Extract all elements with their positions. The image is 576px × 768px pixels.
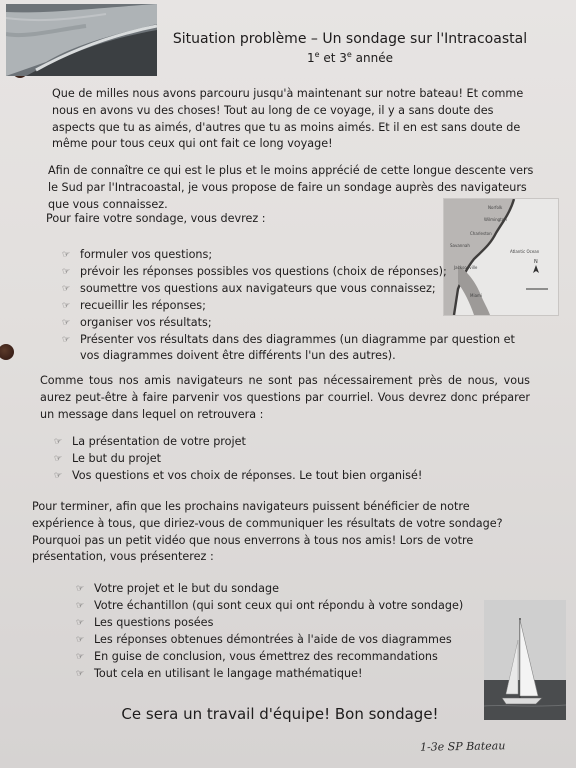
- presentation-items-list: [76, 581, 476, 682]
- list-item: ☞ Votre projet et le but du sondage: [76, 581, 476, 598]
- closing-message: Ce sera un travail d'équipe! Bon sondage!: [121, 705, 439, 723]
- list-item: ☞ formuler vos questions;: [62, 247, 532, 264]
- sailboat-photo: [484, 600, 566, 720]
- map-north-label: N: [534, 259, 538, 265]
- list-item: ☞ La présentation de votre projet: [54, 434, 524, 451]
- pointing-hand-icon: ☞: [54, 437, 63, 447]
- grade-1-suffix: e: [314, 50, 320, 59]
- email-items-list: [54, 434, 524, 485]
- email-paragraph: Comme tous nos amis navigateurs ne sont pas nécessairement près de nous, vous aurez peut-être à faire parvenir vos questions par courriel. Vous devrez donc préparer un message dans lequel on retrouvera :: [40, 374, 530, 421]
- pointing-hand-icon: ☞: [76, 617, 85, 628]
- pointing-hand-icon: ☞: [62, 283, 71, 294]
- grade-1: 1: [307, 51, 315, 65]
- handwritten-note: 1-3e SP Bateau: [419, 739, 506, 754]
- purpose-paragraph: Afin de connaître ce qui est le plus et le moins apprécié de cette longue descente vers le Sud par l'Intracoastal, je vous propose de faire un sondage auprès des navigateurs que vous connaissez.: [48, 164, 534, 211]
- svg-text:Jacksonville: Jacksonville: [454, 265, 478, 270]
- coastline-photo: [6, 4, 157, 76]
- pointing-hand-icon: ☞: [62, 266, 71, 277]
- list-item: ☞ Les réponses obtenues démontrées à l'aide de vos diagrammes: [76, 632, 476, 649]
- steps-intro: Pour faire votre sondage, vous devrez :: [46, 212, 266, 225]
- svg-text:Savannah: Savannah: [450, 243, 470, 248]
- final-paragraph: Pour terminer, afin que les prochains navigateurs puissent bénéficier de notre expérience à tous, que diriez-vous de communiquer les résultats de votre sondage? Pourquoi pas un petit vidéo que nous enverrons à tous nos amis! Lors de votre présentation, vous présenterez :: [32, 500, 503, 564]
- intro-paragraph: Que de milles nous avons parcouru jusqu'à maintenant sur notre bateau! Et comme nous en avons vu des choses! Tout au long de ce voyage, il y a sans doute des aspects que tu as aimés, d'autres que tu as moins aimés. Et il en est sans doute de même pour tous ceux qui ont fait ce long voyage!: [52, 87, 524, 151]
- pointing-hand-icon: ☞: [54, 453, 63, 464]
- list-item: ☞ En guise de conclusion, vous émettrez des recommandations: [76, 649, 476, 666]
- list-item: ☞ recueillir les réponses;: [62, 298, 532, 315]
- page-title: Situation problème – Un sondage sur l'Intracoastal: [172, 31, 528, 47]
- list-item: ☞ Votre échantillon (qui sont ceux qui ont répondu à votre sondage): [76, 598, 476, 615]
- pointing-hand-icon: ☞: [62, 317, 71, 328]
- svg-text:Miami: Miami: [470, 293, 483, 298]
- list-item: ☞ prévoir les réponses possibles vos questions (choix de réponses);: [62, 264, 532, 281]
- list-item: ☞ Tout cela en utilisant le langage mathématique!: [76, 666, 476, 683]
- map-ocean-label: Atlantic Ocean: [510, 249, 540, 254]
- pointing-hand-icon: ☞: [76, 651, 85, 662]
- list-item: ☞ soumettre vos questions aux navigateurs que vous connaissez;: [62, 281, 532, 298]
- list-item: ☞ Vos questions et vos choix de réponses. Le tout bien organisé!: [54, 468, 524, 485]
- steps-list: [62, 247, 532, 365]
- pointing-hand-icon: ☞: [62, 300, 71, 311]
- grade-3-suffix: e: [346, 50, 352, 59]
- pointing-hand-icon: ☞: [76, 584, 85, 594]
- pointing-hand-icon: ☞: [54, 470, 63, 481]
- list-item: ☞ Le but du projet: [54, 451, 524, 468]
- list-item: ☞ organiser vos résultats;: [62, 315, 532, 332]
- pointing-hand-icon: ☞: [76, 600, 85, 611]
- subtitle-annee: année: [351, 51, 393, 65]
- pointing-hand-icon: ☞: [76, 668, 85, 679]
- pointing-hand-icon: ☞: [76, 634, 85, 645]
- subtitle-and-3: et 3: [319, 51, 347, 65]
- svg-text:Charleston: Charleston: [470, 231, 492, 236]
- pointing-hand-icon: ☞: [62, 334, 71, 345]
- list-item: ☞ Les questions posées: [76, 615, 476, 632]
- svg-text:Norfolk: Norfolk: [488, 205, 503, 210]
- svg-text:Wilmington: Wilmington: [484, 217, 507, 222]
- list-item: ☞ Présenter vos résultats dans des diagrammes (un diagramme par question et vos diagrammes doivent être différents l'un des autres).: [62, 332, 515, 363]
- punch-hole-middle: [0, 344, 14, 360]
- pointing-hand-icon: ☞: [62, 250, 71, 260]
- page-subtitle: [150, 47, 550, 66]
